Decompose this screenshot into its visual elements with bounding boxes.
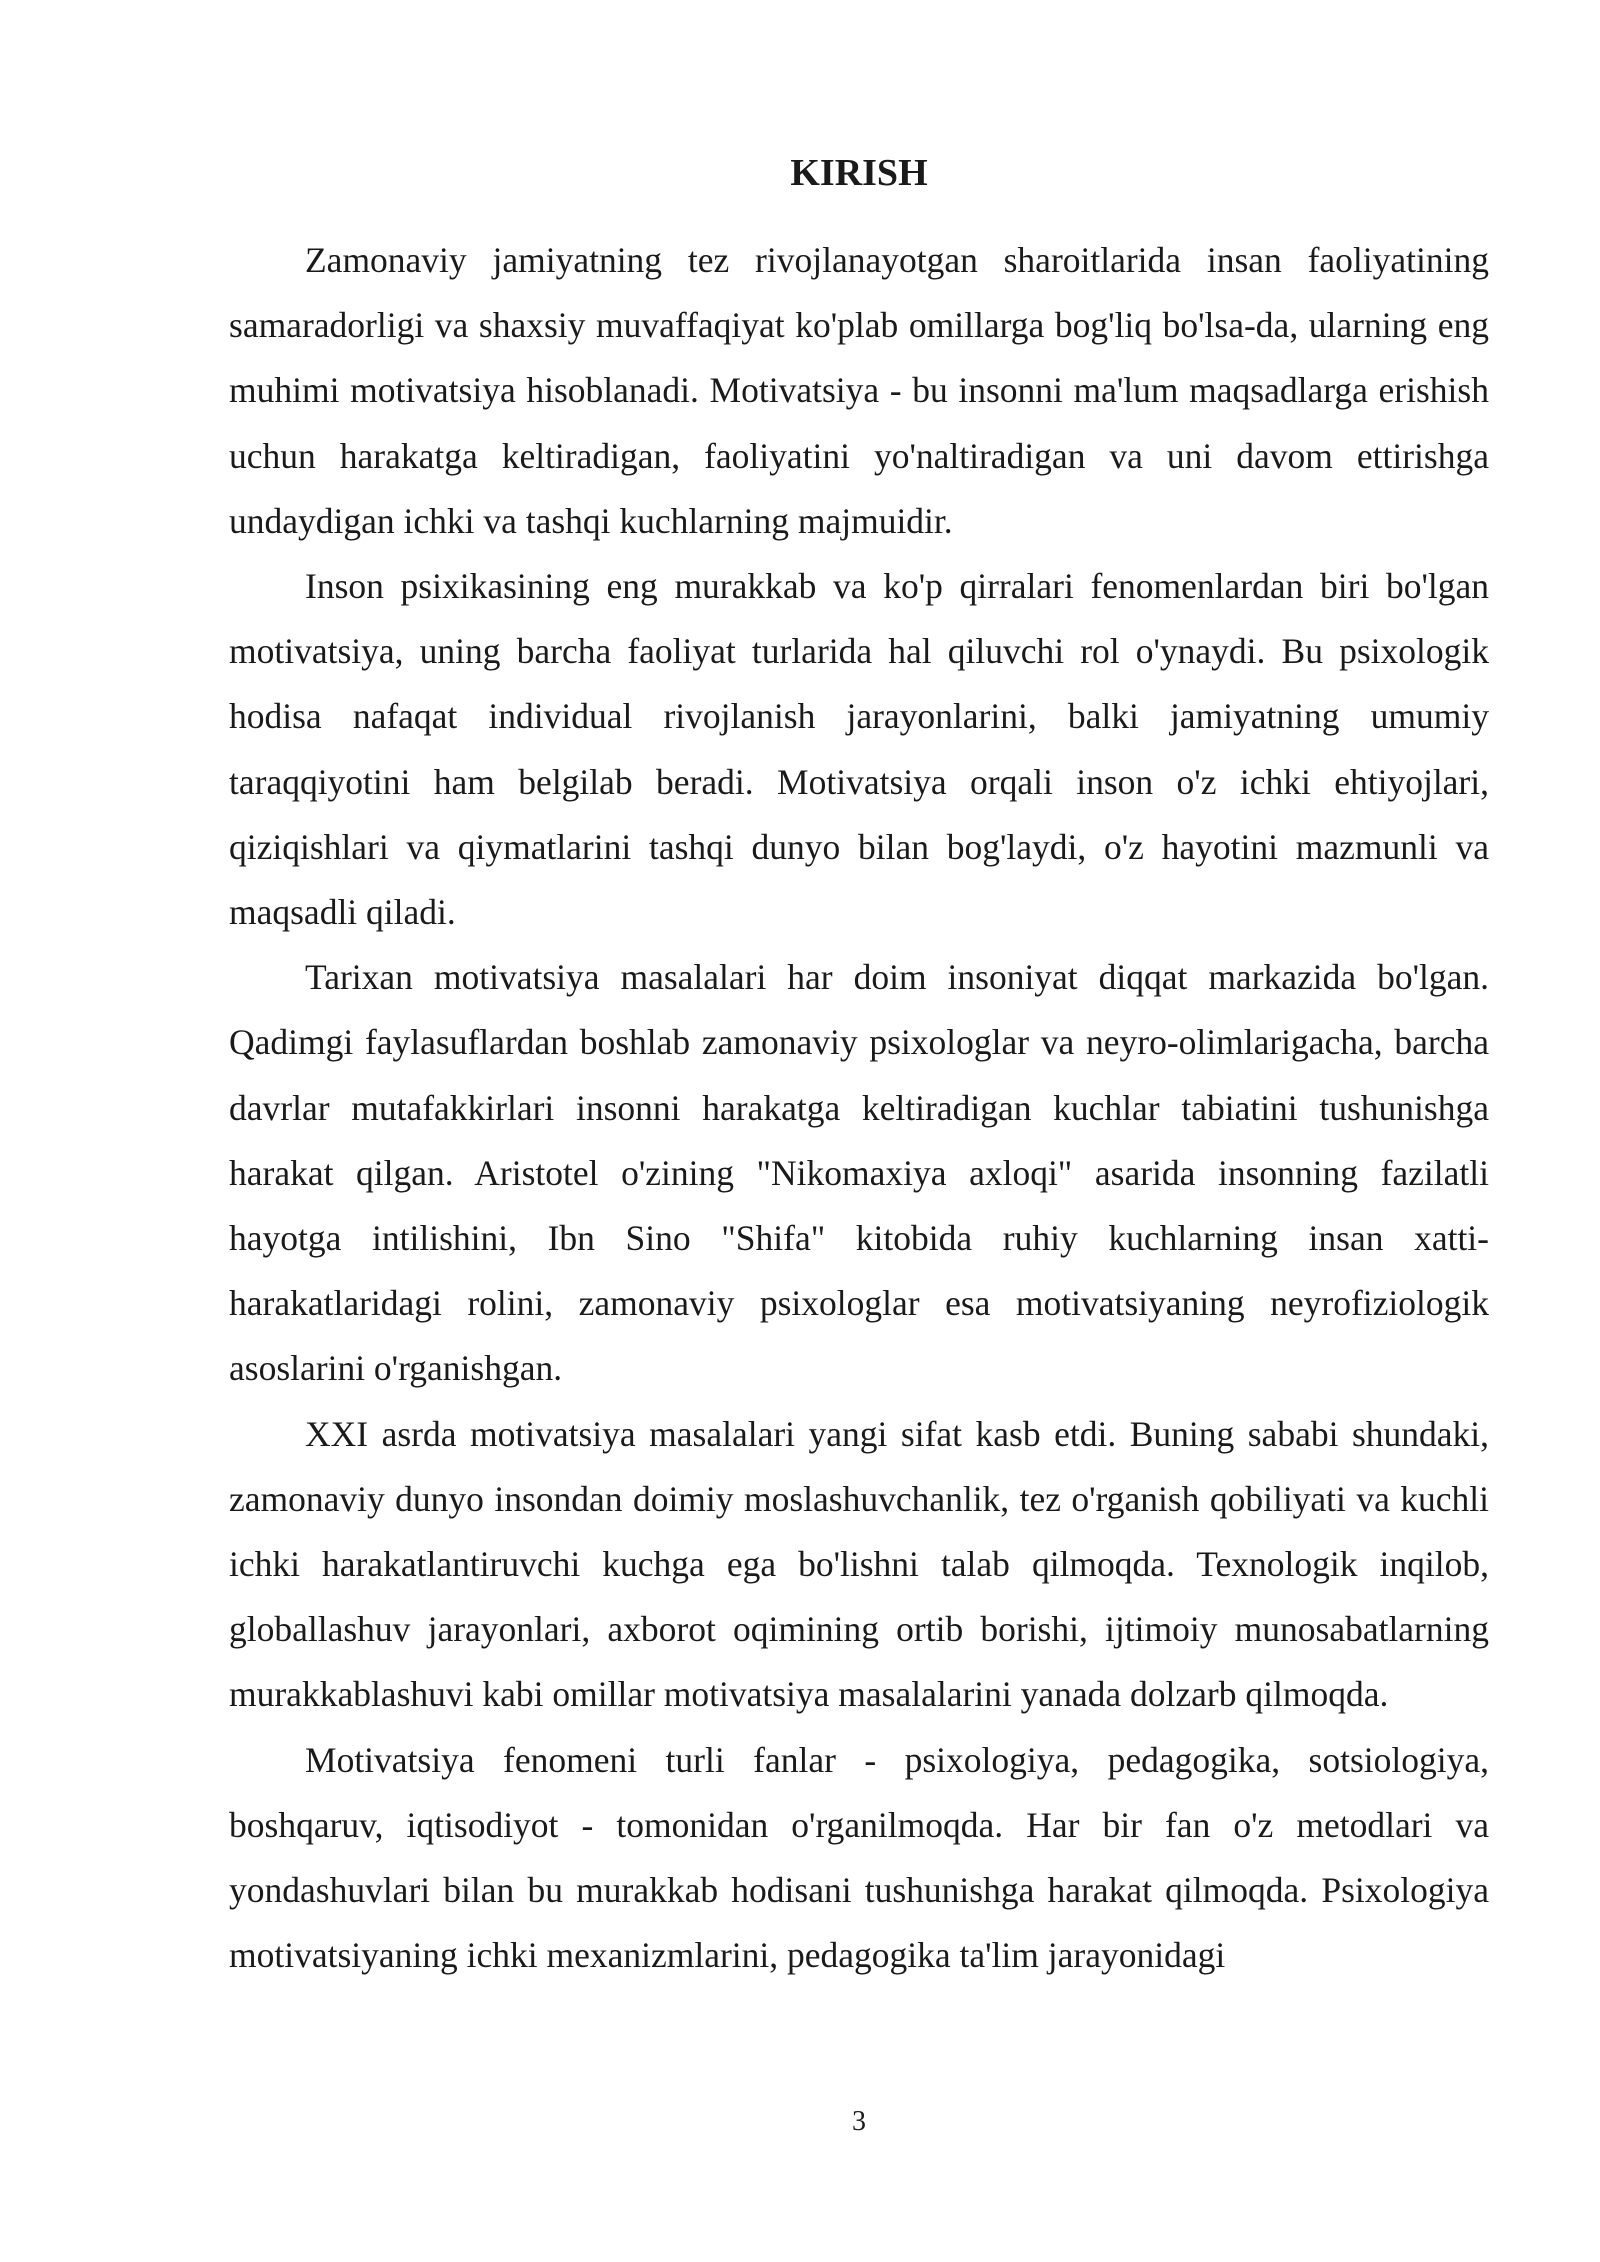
section-heading: KIRISH xyxy=(790,152,928,194)
paragraph-2: Inson psixikasining eng murakkab va ko'p qirralari fenomenlardan biri bo'lgan motivatsiya, uning barcha faoliyat turlarida hal qiluvchi rol o'ynaydi. Bu psixologik hodisa nafaqat individual rivojlanish jarayonlarini, balki jamiyatning umumiy taraqqiyotini ham belgilab beradi. Motivatsiya orqali inson o'z ichki ehtiyojlari, qiziqishlari va qiymatlarini tashqi dunyo bilan bog'laydi, o'z hayotini mazmunli va maqsadli qiladi. xyxy=(229,566,1489,933)
body-text xyxy=(229,228,1489,1988)
paragraph-5: Motivatsiya fenomeni turli fanlar - psixologiya, pedagogika, sotsiologiya, boshqaruv, iqtisodiyot - tomonidan o'rganilmoqda. Har bir fan o'z metodlari va yondashuvlari bilan bu murakkab hodisani tushunishga harakat qilmoqda. Psixologiya motivatsiyaning ichki mexanizmlarini, pedagogika ta'lim jarayonidagi xyxy=(229,1739,1489,1976)
page-number: 3 xyxy=(852,2106,866,2137)
paragraph-1: Zamonaviy jamiyatning tez rivojlanayotgan sharoitlarida insan faoliyatining samaradorligi va shaxsiy muvaffaqiyat ko'plab omillarga bog'liq bo'lsa-da, ularning eng muhimi motivatsiya hisoblanadi. Motivatsiya - bu insonni ma'lum maqsadlarga erishish uchun harakatga keltiradigan, faoliyatini yo'naltiradigan va uni davom ettirishga undaydigan ichki va tashqi kuchlarning majmuidir. xyxy=(229,240,1489,541)
paragraph-4: XXI asrda motivatsiya masalalari yangi sifat kasb etdi. Buning sababi shundaki, zamonaviy dunyo insondan doimiy moslashuvchanlik, tez o'rganish qobiliyati va kuchli ichki harakatlantiruvchi kuchga ega bo'lishni talab qilmoqda. Texnologik inqilob, globallashuv jarayonlari, axborot oqimining ortib borishi, ijtimoiy munosabatlarning murakkablashuvi kabi omillar motivatsiya masalalarini yanada dolzarb qilmoqda. xyxy=(229,1413,1489,1715)
paragraph-3: Tarixan motivatsiya masalalari har doim insoniyat diqqat markazida bo'lgan. Qadimgi faylasuflardan boshlab zamonaviy psixologlar va neyro-olimlarigacha, barcha davrlar mutafakkirlari insonni harakatga keltiradigan kuchlar tabiatini tushunishga harakat qilgan. Aristotel o'zining "Nikomaxiya axloqi" asarida insonning fazilatli hayotga intilishini, Ibn Sino "Shifa" kitobida ruhiy kuchlarning insan xatti-harakatlaridagi rolini, zamonaviy psixologlar esa motivatsiyaning neyrofiziologik asoslarini o'rganishgan. xyxy=(229,957,1489,1389)
